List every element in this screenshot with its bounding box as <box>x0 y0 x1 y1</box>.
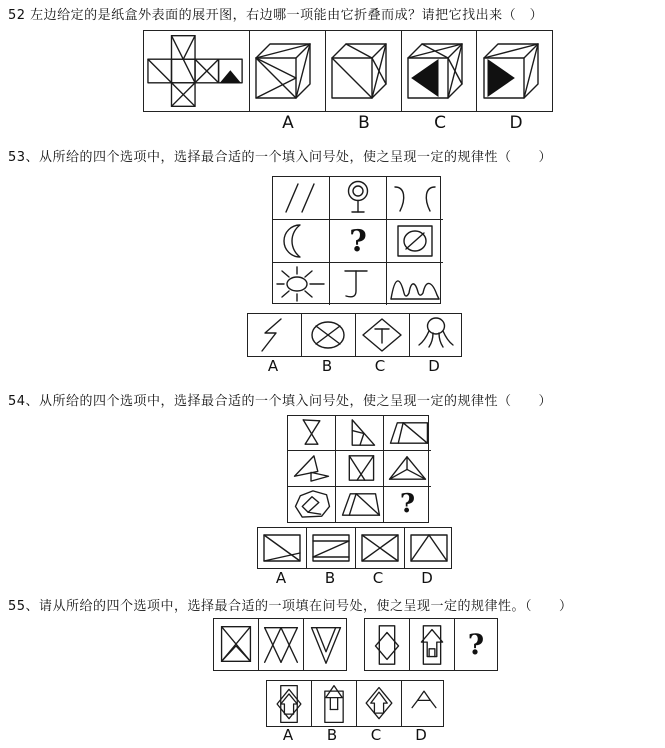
q52-label-c: C <box>434 113 446 133</box>
q52-option-cubes <box>249 30 553 112</box>
q54-label-c: C <box>372 569 384 587</box>
q55-label-c: C <box>370 726 382 744</box>
q54-options-strip <box>257 527 452 569</box>
q53-cell-curved-pi-figure <box>387 177 443 220</box>
q54-cell-parallelogram-figure <box>384 416 431 451</box>
q55-label-d: D <box>415 726 427 744</box>
q53-cell-wave-mountains-figure <box>387 263 443 305</box>
q54-cell-irregular-polygon-figure <box>288 487 336 522</box>
q54-cell-divided-triangle-figure <box>336 416 384 451</box>
q55-g1-square-cross-peak-figure <box>214 619 258 670</box>
q52-option-a-figure <box>250 31 325 111</box>
q55-g2-question-mark: ? <box>454 619 497 670</box>
q52-label-a: A <box>282 113 294 133</box>
q52-option-b-figure <box>325 31 401 111</box>
q52-option-d-figure <box>476 31 552 111</box>
q54-label-b: B <box>324 569 336 587</box>
q54-label-a: A <box>275 569 287 587</box>
black-right-triangle <box>488 60 514 96</box>
q55-group2 <box>364 618 498 671</box>
q53-cell-sun-figure <box>273 263 330 305</box>
q53-cell-crescent-moon-figure <box>273 220 330 263</box>
q54-option-a-figure <box>258 528 306 568</box>
q53-options-strip <box>247 313 462 357</box>
q53-cell-question-mark: ? <box>330 220 387 263</box>
q54-cell-question-mark: ? <box>399 489 416 520</box>
q53-option-b-crossed-ellipse-figure <box>301 314 355 356</box>
cube-net-figure <box>146 32 248 110</box>
q53-option-c-diamond-t-figure <box>355 314 409 356</box>
q55-label-b: B <box>326 726 338 744</box>
q55-g1-double-hourglass-figure <box>258 619 303 670</box>
q54-option-b-figure <box>306 528 355 568</box>
question-52-text: 52 左边给定的是纸盒外表面的展开图，右边哪一项能由它折叠而成？请把它找出来（ ） <box>8 8 544 23</box>
q53-cell-boxed-slashed-circle-figure <box>387 220 443 263</box>
question-53-text: 53、从所给的四个选项中，选择最合适的一个填入问号处，使之呈现一定的规律性（ ） <box>8 150 553 165</box>
q54-cell-joined-triangles-figure <box>288 451 336 486</box>
q54-label-d: D <box>421 569 433 587</box>
q53-cell-ringed-circle-figure <box>330 177 387 220</box>
q55-g1-nested-chevrons-figure <box>303 619 348 670</box>
q54-grid <box>287 415 429 523</box>
q53-grid <box>272 176 441 304</box>
q55-g2-rect-arrow-figure <box>409 619 454 670</box>
q53-label-c: C <box>374 357 386 375</box>
q53-label-a: A <box>267 357 279 375</box>
q52-net-figure <box>143 30 250 112</box>
q53-option-d-jellyfish-figure <box>409 314 463 356</box>
q52-option-c-figure <box>401 31 477 111</box>
q52-label-b: B <box>358 113 370 133</box>
q54-cell-triangle-center-figure <box>384 451 431 486</box>
q55-group1 <box>213 618 347 671</box>
q55-option-b-figure <box>311 681 356 726</box>
q55-g2-rect-diamond-figure <box>365 619 409 670</box>
q53-cell-double-slash-figure <box>273 177 330 220</box>
black-left-triangle <box>412 60 438 96</box>
q54-option-d-figure <box>404 528 453 568</box>
q53-option-a-lightning-figure <box>248 314 301 356</box>
q53-label-b: B <box>321 357 333 375</box>
q55-label-a: A <box>282 726 294 744</box>
q55-option-c-figure <box>356 681 401 726</box>
q55-options-strip <box>266 680 444 727</box>
q54-cell-square-diagonals-figure <box>336 451 384 486</box>
question-55-text: 55、请从所给的四个选项中，选择最合适的一项填在问号处，使之呈现一定的规律性。（ ） <box>8 599 573 614</box>
question-54-text: 54、从所给的四个选项中，选择最合适的一个填入问号处，使之呈现一定的规律性（ ） <box>8 394 553 409</box>
q54-cell-hourglass-figure <box>288 416 336 451</box>
q53-label-d: D <box>428 357 440 375</box>
q55-option-a-figure <box>267 681 311 726</box>
q54-cell-trapezoid-figure <box>336 487 384 522</box>
q54-option-c-figure <box>355 528 404 568</box>
black-triangle <box>220 71 240 83</box>
q52-label-d: D <box>509 113 523 133</box>
q53-cell-hooked-tee-figure <box>330 263 387 305</box>
q55-option-d-figure <box>401 681 446 726</box>
